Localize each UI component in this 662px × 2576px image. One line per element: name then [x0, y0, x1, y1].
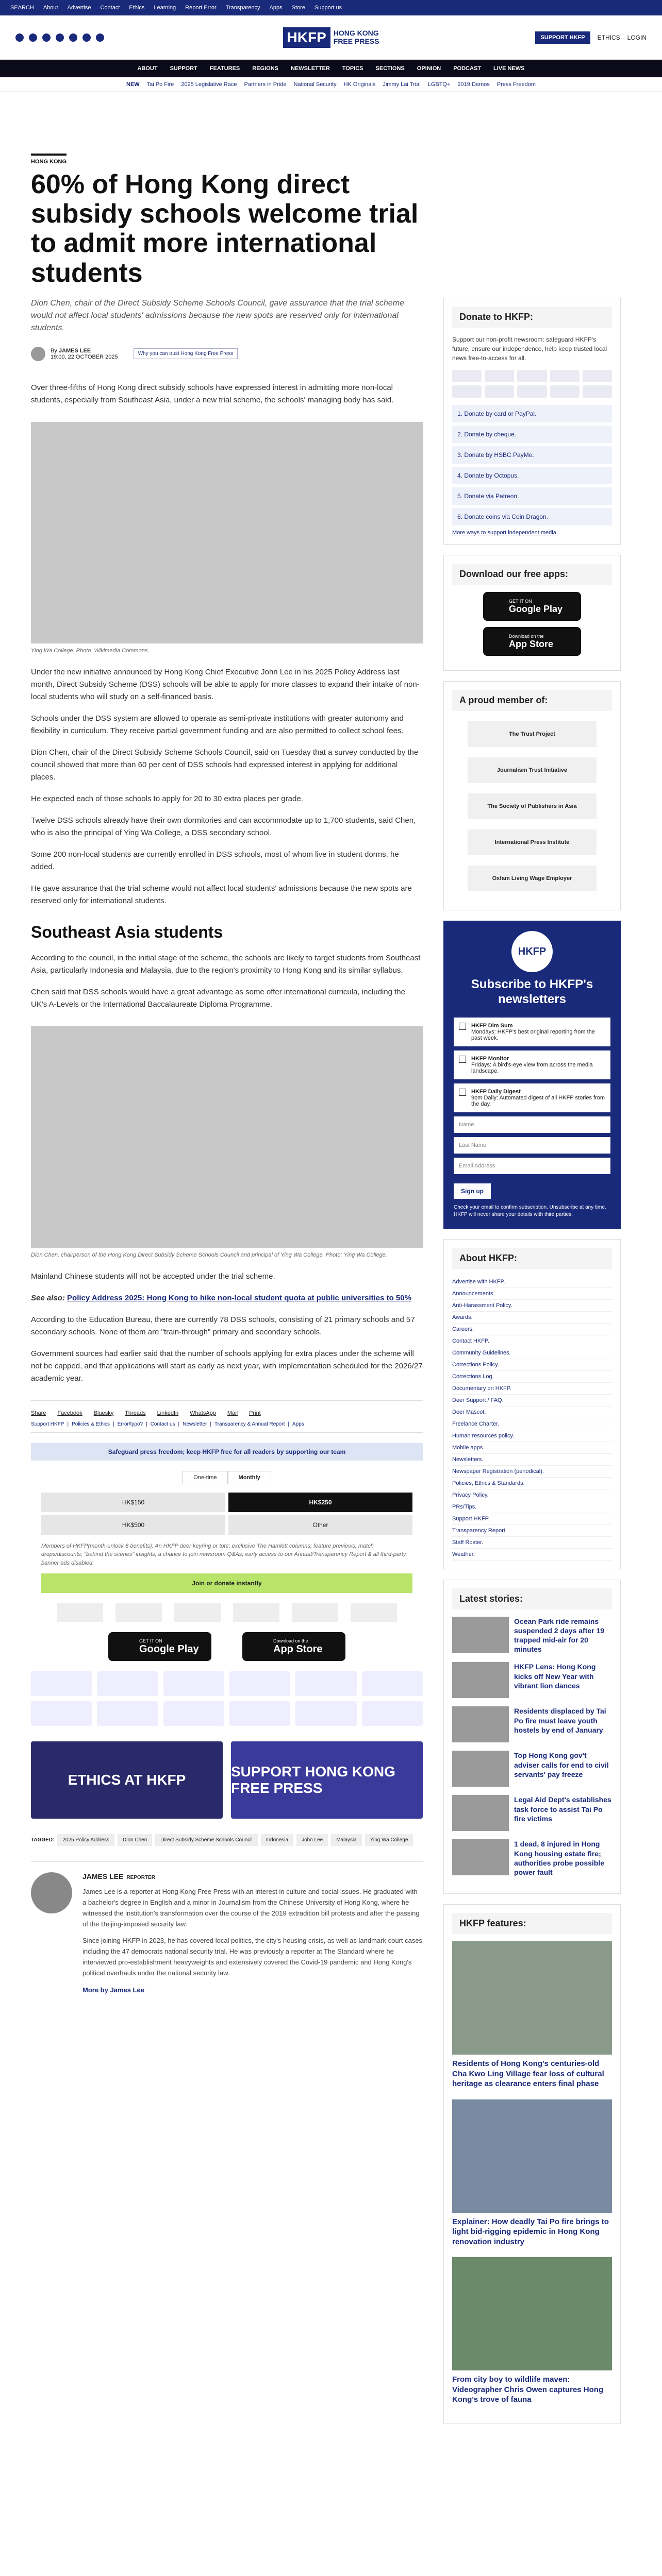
apps-title: Download our free apps: — [452, 564, 612, 585]
lede: Dion Chen, chair of the Direct Subsidy Scheme Schools Council, gave assurance that the trial scheme would not affect local students' admissions because the new spots are reserved only for international students. — [31, 298, 404, 332]
google-play-small: GET IT ON — [509, 598, 532, 604]
toggle-one-time[interactable]: One-time — [183, 1471, 227, 1484]
googlepay-icon[interactable] — [362, 1701, 423, 1726]
nav-opinion[interactable]: OPINION — [417, 65, 441, 72]
jcb-icon[interactable] — [583, 370, 612, 382]
subnav-item[interactable]: Press Freedom — [496, 81, 536, 88]
article-footer-links: Support HKFP | Policies & Ethics | Error/typo? | Contact us | Newsletter | Transparency & Annual Report | Apps — [31, 1421, 423, 1433]
app-store-button[interactable] — [242, 1632, 345, 1661]
subnav-item[interactable]: Tai Po Fire — [146, 81, 174, 88]
byline — [31, 347, 423, 361]
tag-list — [31, 1834, 423, 1846]
paragraph: Twelve DSS schools already have their own dormitories and can accommodate up to 1,700 students, said Chen, who is also the principal of Ying Wa College, a DSS secondary school. — [31, 816, 416, 837]
donate-method[interactable]: 3. Donate by HSBC PayMe. — [452, 446, 612, 464]
paragraph: Some 200 non-local students are currently enrolled in DSS schools, most of whom live in student dorms, he added. — [31, 850, 399, 871]
masthead-right — [535, 31, 647, 44]
article-image — [31, 422, 423, 643]
latest-title: Latest stories: — [452, 1588, 612, 1609]
image-caption: Dion Chen, chairperson of the Hong Kong Direct Subsidy Scheme Schools Council and principal of Ying Wa College. Photo: Ying Wa College. — [31, 1251, 387, 1258]
donate-method[interactable]: 6. Donate coins via Coin Dragon. — [452, 508, 612, 526]
footlink[interactable]: Transparency & Annual Report — [214, 1421, 285, 1427]
about-link[interactable]: Freelance Charter. — [452, 1418, 612, 1430]
about-link[interactable]: Mobile apps. — [452, 1442, 612, 1454]
latest-box — [443, 1580, 621, 1894]
google-play-button[interactable] — [108, 1632, 211, 1661]
app-store-small: Download on the — [509, 633, 544, 639]
tags-label: TAGGED: — [31, 1837, 55, 1843]
email-input[interactable]: Email Address — [454, 1158, 610, 1174]
feature-image — [452, 2099, 612, 2213]
login-link[interactable]: LOGIN — [627, 33, 647, 41]
amount-option[interactable]: HK$500 — [41, 1515, 225, 1535]
unionpay-icon[interactable] — [362, 1671, 423, 1696]
partner-logo — [351, 1603, 397, 1622]
amount-option-other[interactable]: Other — [228, 1515, 412, 1535]
paypal-icon[interactable] — [517, 370, 547, 382]
headline: 60% of Hong Kong direct subsidy schools welcome trial to admit more international students — [31, 170, 419, 288]
app-store-big: App Store — [273, 1643, 323, 1655]
youtube-icon[interactable] — [69, 33, 77, 42]
x-icon[interactable] — [42, 33, 51, 42]
about-link[interactable]: Deer Support / FAQ. — [452, 1395, 612, 1406]
about-link[interactable]: Privacy Policy. — [452, 1489, 612, 1501]
telegram-icon[interactable] — [82, 33, 91, 42]
see-also-label: See also: — [31, 1293, 65, 1302]
author-box — [31, 1861, 423, 2002]
story-thumb — [452, 1662, 509, 1698]
byline-text: By JAMES LEE 19:00, 22 OCTOBER 2025 — [51, 347, 118, 360]
paragraph: Chen said that DSS schools would have a great advantage as some offer international curricula, including the UK's A-Levels or the International Baccalaureate Diploma Programme. — [31, 987, 405, 1009]
main-nav — [0, 60, 662, 77]
partner-logo — [115, 1603, 162, 1622]
logo-text — [334, 29, 379, 45]
donate-banner[interactable]: Safeguard press freedom; keep HKFP free for all readers by supporting our team — [31, 1443, 423, 1461]
mastercard-icon[interactable] — [31, 1671, 92, 1696]
article-image — [31, 1026, 423, 1248]
google-play-big: Google Play — [509, 603, 563, 614]
sidebar — [443, 154, 621, 2434]
about-title: About HKFP: — [452, 1248, 612, 1269]
nav-sections[interactable]: SECTIONS — [375, 65, 405, 72]
payme-icon[interactable] — [485, 385, 514, 398]
feature-item[interactable] — [452, 1941, 612, 2089]
topbar-support[interactable]: Support us — [314, 5, 342, 11]
member-logos — [452, 721, 612, 891]
feature-title[interactable]: From city boy to wildlife maven: Videographer Chris Owen captures Hong Kong's trove of fauna — [452, 2375, 604, 2404]
about-link[interactable]: Staff Roster. — [452, 1537, 612, 1549]
member-logo[interactable]: International Press Institute — [468, 829, 597, 855]
amount-option[interactable]: HK$150 — [41, 1493, 225, 1512]
facebook-icon[interactable] — [15, 33, 24, 42]
top-bar — [0, 0, 662, 15]
story-title[interactable]: Top Hong Kong gov't adviser calls for end to civil servants' pay freeze — [514, 1751, 609, 1778]
googlepay-icon[interactable] — [583, 385, 612, 398]
nl-desc: 9pm Daily: Automated digest of all HKFP stories from the day. — [471, 1094, 605, 1107]
nl-desc: Fridays: A bird's-eye view from across the media landscape. — [471, 1061, 593, 1074]
tag[interactable]: Direct Subsidy Scheme Schools Council — [155, 1834, 257, 1846]
feature-item[interactable] — [452, 2257, 612, 2405]
about-link[interactable]: Deer Mascot. — [452, 1406, 612, 1418]
member-logo[interactable]: Oxfam Living Wage Employer — [468, 866, 597, 891]
topbar-advertise[interactable]: Advertise — [67, 5, 91, 11]
trust-link[interactable]: Why you can trust Hong Kong Free Press — [134, 348, 238, 359]
apps-box — [443, 555, 621, 671]
story-title[interactable]: Residents displaced by Tai Po fire must leave youth hostels by end of January — [514, 1707, 606, 1734]
logo-box: HKFP — [283, 27, 330, 48]
subnav-item[interactable]: Partners in Pride — [244, 81, 287, 88]
newsletter-option[interactable] — [454, 1050, 610, 1079]
donate-method[interactable]: 1. Donate by card or PayPal. — [452, 405, 612, 422]
footlink[interactable]: Support HKFP — [31, 1421, 64, 1427]
topbar-search[interactable]: SEARCH — [10, 5, 34, 11]
topbar-contact[interactable]: Contact — [100, 5, 120, 11]
story-thumb — [452, 1706, 509, 1742]
bitcoin-icon[interactable] — [31, 1701, 92, 1726]
checkbox[interactable] — [459, 1089, 466, 1096]
latest-story[interactable] — [452, 1795, 612, 1831]
donate-method[interactable]: 4. Donate by Octopus. — [452, 467, 612, 484]
nav-features[interactable]: FEATURES — [209, 65, 240, 72]
share-threads[interactable]: Threads — [125, 1410, 146, 1416]
alipay-icon[interactable] — [517, 385, 547, 398]
donation-amounts — [41, 1493, 412, 1535]
nav-live-news[interactable]: LIVE NEWS — [493, 65, 525, 72]
story-thumb — [452, 1795, 509, 1831]
partner-logo — [233, 1603, 279, 1622]
feature-title[interactable]: Explainer: How deadly Tai Po fire brings to light bid-rigging epidemic in Hong Kong renovation industry — [452, 2217, 609, 2246]
feature-title[interactable]: Residents of Hong Kong's centuries-old Cha Kwo Ling Village fear loss of cultural heritage as clearance enters final phase — [452, 2059, 604, 2089]
about-link[interactable]: Human resources policy. — [452, 1430, 612, 1442]
about-link[interactable]: Community Guidelines. — [452, 1347, 612, 1359]
latest-story[interactable] — [452, 1662, 612, 1698]
support-hkfp-button[interactable]: SUPPORT HKFP — [535, 31, 590, 44]
about-link[interactable]: Corrections Policy. — [452, 1359, 612, 1371]
partner-logo — [174, 1603, 221, 1622]
applepay-icon[interactable] — [550, 385, 580, 398]
subnav-new-label: NEW — [126, 81, 140, 88]
logo-line1: HONG KONG — [333, 29, 379, 38]
paragraph: According to the Education Bureau, there are currently 78 DSS schools, consisting of 21 primary schools and 57 secondary schools. None of them are "train-through" primary and secondary schools. — [31, 1315, 415, 1336]
nl-desc: Mondays: HKFP's best original reporting from the past week. — [471, 1028, 595, 1041]
paragraph: Over three-fifths of Hong Kong direct subsidy schools have expressed interest in admitting more non-local students, especially from Southeast Asia, under a new trial scheme, the schools' managing body has said. — [31, 383, 394, 404]
subnav-item[interactable]: 2019 Demos — [457, 81, 490, 88]
feature-image — [452, 2257, 612, 2370]
tag[interactable]: Malaysia — [331, 1834, 361, 1846]
about-link[interactable]: Advertise with HKFP. — [452, 1276, 612, 1288]
masthead — [0, 15, 662, 60]
feature-item[interactable] — [452, 2099, 612, 2247]
support-promo[interactable]: SUPPORT HONG KONG FREE PRESS — [231, 1741, 423, 1819]
footlink[interactable]: Error/typo? — [117, 1421, 143, 1427]
author-bio-1: James Lee is a reporter at Hong Kong Free Press with an interest in culture and social issues. He graduated with a bachelor's degree in English and a minor in Journalism from the Chinese University of Hong Kong, where he witnessed the institution's transformation over the course of the 2019 extradition bill protests and after the passing of the Beijing-imposed security law. — [82, 1888, 420, 1928]
newsletter-note: Check your email to confirm subscription. Unsubscribe at any time. HKFP will never share your details with third parties. — [454, 1204, 606, 1217]
about-link[interactable]: Announcements. — [452, 1288, 612, 1300]
paypal-icon[interactable] — [97, 1671, 158, 1696]
newsletter-title: Subscribe to HKFP's newsletters — [471, 977, 593, 1006]
section-heading: Southeast Asia students — [31, 922, 223, 941]
member-logo[interactable]: The Trust Project — [468, 721, 597, 747]
footlink[interactable]: Policies & Ethics — [72, 1421, 110, 1427]
mastercard-icon[interactable] — [452, 370, 482, 382]
story-title[interactable]: Legal Aid Dept's establishes task force to assist Tai Po fire victims — [514, 1795, 611, 1823]
footlink[interactable]: Apps — [292, 1421, 304, 1427]
amex-icon[interactable] — [550, 370, 580, 382]
payme-icon[interactable] — [163, 1701, 224, 1726]
logo-line2: FREE PRESS — [333, 37, 379, 45]
google-play-small: GET IT ON — [139, 1638, 162, 1643]
about-link[interactable]: Careers. — [452, 1324, 612, 1335]
nav-support[interactable]: SUPPORT — [170, 65, 197, 72]
threads-icon[interactable] — [56, 33, 64, 42]
subnav-item[interactable]: 2025 Legislative Race — [181, 81, 237, 88]
author-bio-2: Since joining HKFP in 2023, he has covered local politics, the city's housing crisis, as well as landmark court cases including the 47 democrats national security trial. He was previously a reporter at The Standard where he interviewed pro-establishment heavyweights and extensively covered the Covid-19 pandemic and Hong Kong's political overhauls under the national security law. — [82, 1937, 423, 1977]
nav-topics[interactable]: TOPICS — [342, 65, 363, 72]
tag[interactable]: 2025 Policy Address — [57, 1834, 114, 1846]
latest-story[interactable] — [452, 1617, 612, 1654]
topbar-transparency[interactable]: Transparency — [225, 5, 260, 11]
google-play-big: Google Play — [139, 1643, 199, 1655]
topbar-report-error[interactable]: Report Error — [185, 5, 217, 11]
share-print[interactable]: Print — [249, 1410, 261, 1416]
about-link[interactable]: Transparency Report. — [452, 1525, 612, 1537]
paragraph: Dion Chen, chair of the Direct Subsidy Scheme Schools Council, said on Tuesday that a survey conducted by the council showed that more than 60 per cent of DSS schools had expressed interest in applying for additional places. — [31, 748, 419, 782]
payment-methods — [31, 1671, 423, 1726]
donate-box — [443, 298, 621, 545]
tag[interactable]: Dion Chen — [118, 1834, 152, 1846]
patreon-icon[interactable] — [97, 1701, 158, 1726]
about-link[interactable]: Newspaper Registration (periodical). — [452, 1466, 612, 1478]
about-link[interactable]: Policies, Ethics & Standards. — [452, 1478, 612, 1489]
see-also — [31, 1292, 423, 1304]
sidebar-app-store[interactable] — [483, 627, 581, 656]
more-by-author-link[interactable]: More by James Lee — [82, 1986, 144, 1994]
last-name-input[interactable]: Last Name — [454, 1137, 610, 1154]
subnav-item[interactable]: National Security — [293, 81, 337, 88]
amount-option-selected[interactable]: HK$250 — [228, 1493, 412, 1512]
share-linkedin[interactable]: LinkedIn — [157, 1410, 179, 1416]
footlink[interactable]: Newsletter — [183, 1421, 207, 1427]
first-name-input[interactable]: Name — [454, 1116, 610, 1133]
topbar-about[interactable]: About — [43, 5, 58, 11]
about-link[interactable]: Newsletters. — [452, 1454, 612, 1466]
ethics-promo[interactable]: ETHICS AT HKFP — [31, 1741, 223, 1819]
image-caption: Ying Wa College. Photo: Wikimedia Commons. — [31, 647, 150, 654]
social-icons — [15, 33, 104, 42]
nav-newsletter[interactable]: NEWSLETTER — [290, 65, 330, 72]
members-text: Members of HKFP(month-unlock 8 benefits): An HKFP deer keyring or tote; exclusive The Hamlett columns; feature previews; match drops/discounts; "behind the scenes" insights; a chance to join newsroom Q&As; early access to our Annual/Transparency Report & all third-party banner ads disabled. — [41, 1543, 406, 1566]
toggle-monthly[interactable]: Monthly — [228, 1471, 271, 1484]
member-logo[interactable]: Journalism Trust Initiative — [468, 757, 597, 783]
topbar-learning[interactable]: Learning — [154, 5, 176, 11]
donate-methods — [452, 405, 612, 526]
promo-row — [31, 1741, 423, 1819]
share-bar — [31, 1400, 423, 1416]
tag[interactable]: John Lee — [296, 1834, 328, 1846]
sidebar-pay-icons — [452, 370, 612, 398]
newsletter-logo: HKFP — [511, 931, 553, 972]
story-thumb — [452, 1839, 509, 1875]
latest-story[interactable] — [452, 1706, 612, 1742]
author-bio — [82, 1872, 423, 2002]
topbar-apps[interactable]: Apps — [269, 5, 283, 11]
alipay-icon[interactable] — [229, 1701, 290, 1726]
author-role: REPORTER — [126, 1875, 155, 1881]
about-link[interactable]: Awards. — [452, 1312, 612, 1324]
newsletter-box — [443, 921, 621, 1229]
paragraph: He expected each of those schools to apply for 20 to 30 extra places per grade. — [31, 794, 303, 803]
jcb-icon[interactable] — [295, 1671, 356, 1696]
donate-method[interactable]: 5. Donate via Patreon. — [452, 487, 612, 505]
about-link[interactable]: Support HKFP. — [452, 1513, 612, 1525]
ad-space — [0, 92, 662, 154]
amex-icon[interactable] — [229, 1671, 290, 1696]
newsletter-option[interactable] — [454, 1083, 610, 1112]
member-box — [443, 681, 621, 910]
author-name[interactable]: JAMES LEE — [58, 347, 91, 354]
visa-icon[interactable] — [163, 1671, 224, 1696]
paragraph: Schools under the DSS system are allowed to operate as semi-private institutions with greater autonomy and flexibility in curriculum. They receive partial government funding and are also permitted to collect school fees. — [31, 714, 404, 735]
sub-nav — [0, 77, 662, 92]
story-thumb — [452, 1617, 509, 1653]
share-label: Share — [31, 1410, 46, 1416]
partner-logo — [292, 1603, 338, 1622]
nl-name: HKFP Daily Digest — [471, 1088, 521, 1095]
topbar-store[interactable]: Store — [291, 5, 305, 11]
paragraph: Mainland Chinese students will not be accepted under the trial scheme. — [31, 1272, 275, 1281]
donate-method[interactable]: 2. Donate by cheque. — [452, 426, 612, 443]
nl-name: HKFP Monitor — [471, 1055, 509, 1062]
member-logos-row — [31, 1603, 423, 1622]
article — [31, 154, 423, 2434]
main-content — [0, 154, 662, 2434]
rss-icon[interactable] — [96, 33, 104, 42]
donate-text: Support our non-profit newsroom: safeguard HKFP's future, ensure our independence, help keep trusted local news free-to-access for all. — [452, 336, 607, 362]
visa-icon[interactable] — [485, 370, 514, 382]
share-bluesky[interactable]: Bluesky — [93, 1410, 114, 1416]
story-title[interactable]: HKFP Lens: Hong Kong kicks off New Year with vibrant lion dances — [514, 1663, 596, 1690]
join-donate-button[interactable]: Join or donate instantly — [41, 1573, 412, 1593]
author-avatar — [31, 347, 45, 361]
paragraph: Under the new initiative announced by Hong Kong Chief Executive John Lee in his 2025 Policy Address last month, Direct Subsidy Scheme (DSS) schools will be able to apply for more classes to expand their intake of non-local students who will study on a self-financed basis. — [31, 667, 420, 701]
nav-podcast[interactable]: PODCAST — [453, 65, 481, 72]
partner-logo — [57, 1603, 103, 1622]
site-logo[interactable] — [283, 27, 379, 48]
share-mail[interactable]: Mail — [227, 1410, 238, 1416]
about-link[interactable]: Documentary on HKFP. — [452, 1383, 612, 1395]
features-title: HKFP features: — [452, 1913, 612, 1934]
paragraph: According to the council, in the initial stage of the scheme, the schools are likely to target students from Southeast Asia, particularly Indonesia and Malaysia, due to the region's proximity to Hong Kong and its similar syllabus. — [31, 953, 421, 975]
app-store-row — [31, 1632, 423, 1661]
sidebar-google-play[interactable] — [483, 592, 581, 621]
subnav-item[interactable]: Jimmy Lai Trial — [383, 81, 421, 88]
member-title: A proud member of: — [452, 690, 612, 711]
more-ways-link[interactable]: More ways to support independent media. — [452, 530, 558, 536]
tag[interactable]: Indonesia — [261, 1834, 293, 1846]
instagram-icon[interactable] — [29, 33, 37, 42]
about-link[interactable]: Weather. — [452, 1549, 612, 1561]
patreon-icon[interactable] — [452, 385, 482, 398]
nav-about[interactable]: ABOUT — [137, 65, 158, 72]
topbar-ethics[interactable]: Ethics — [129, 5, 145, 11]
feature-image — [452, 1941, 612, 2055]
features-box — [443, 1904, 621, 2424]
author-avatar-large — [31, 1872, 72, 1913]
ethics-link[interactable]: ETHICS — [597, 33, 620, 41]
nl-name: HKFP Dim Sum — [471, 1022, 513, 1029]
footlink[interactable]: Contact us — [150, 1421, 175, 1427]
app-store-big: App Store — [509, 638, 554, 649]
applepay-icon[interactable] — [295, 1701, 356, 1726]
story-thumb — [452, 1751, 509, 1787]
story-title[interactable]: 1 dead, 8 injured in Hong Kong housing estate fire; authorities probe possible power fault — [514, 1840, 605, 1876]
about-link[interactable]: Corrections Log. — [452, 1371, 612, 1383]
member-logo[interactable]: The Society of Publishers in Asia — [468, 793, 597, 819]
about-link[interactable]: Contact HKFP. — [452, 1335, 612, 1347]
paragraph: He gave assurance that the trial scheme would not affect local students' admissions because the new spots are reserved only for international students. — [31, 884, 412, 905]
signup-button[interactable]: Sign up — [454, 1183, 491, 1199]
share-facebook[interactable]: Facebook — [57, 1410, 82, 1416]
latest-story[interactable] — [452, 1751, 612, 1787]
about-links — [452, 1276, 612, 1561]
see-also-link[interactable]: Policy Address 2025: Hong Kong to hike non-local student quota at public universities to 50% — [67, 1293, 411, 1302]
author-box-name[interactable]: JAMES LEE — [82, 1872, 124, 1881]
subnav-item[interactable]: LGBTQ+ — [427, 81, 451, 88]
category-tag[interactable]: HONG KONG — [31, 154, 67, 165]
paragraph: Government sources had earlier said that the number of schools applying for extra places under the scheme will not be capped, and that applications will start as early as next year, with implementation scheduled for the 2026/27 academic year. — [31, 1349, 423, 1383]
about-link[interactable]: Anti-Harassment Policy. — [452, 1300, 612, 1312]
latest-story[interactable] — [452, 1839, 612, 1877]
about-link[interactable]: PRs/Tips. — [452, 1501, 612, 1513]
donate-title: Donate to HKFP: — [452, 307, 612, 328]
publish-date: 19:00, 22 OCTOBER 2025 — [51, 353, 118, 360]
checkbox[interactable] — [459, 1023, 466, 1030]
checkbox[interactable] — [459, 1056, 466, 1063]
nav-regions[interactable]: REGIONS — [252, 65, 278, 72]
donation-frequency-toggle — [31, 1471, 423, 1484]
share-whatsapp[interactable]: WhatsApp — [190, 1410, 216, 1416]
about-box — [443, 1239, 621, 1569]
newsletter-option[interactable] — [454, 1018, 610, 1046]
app-store-small: Download on the — [273, 1638, 308, 1643]
subnav-item[interactable]: HK Originals — [343, 81, 376, 88]
story-title[interactable]: Ocean Park ride remains suspended 2 days after 19 trapped mid-air for 20 minutes — [514, 1617, 605, 1654]
tag[interactable]: Ying Wa College — [365, 1834, 413, 1846]
